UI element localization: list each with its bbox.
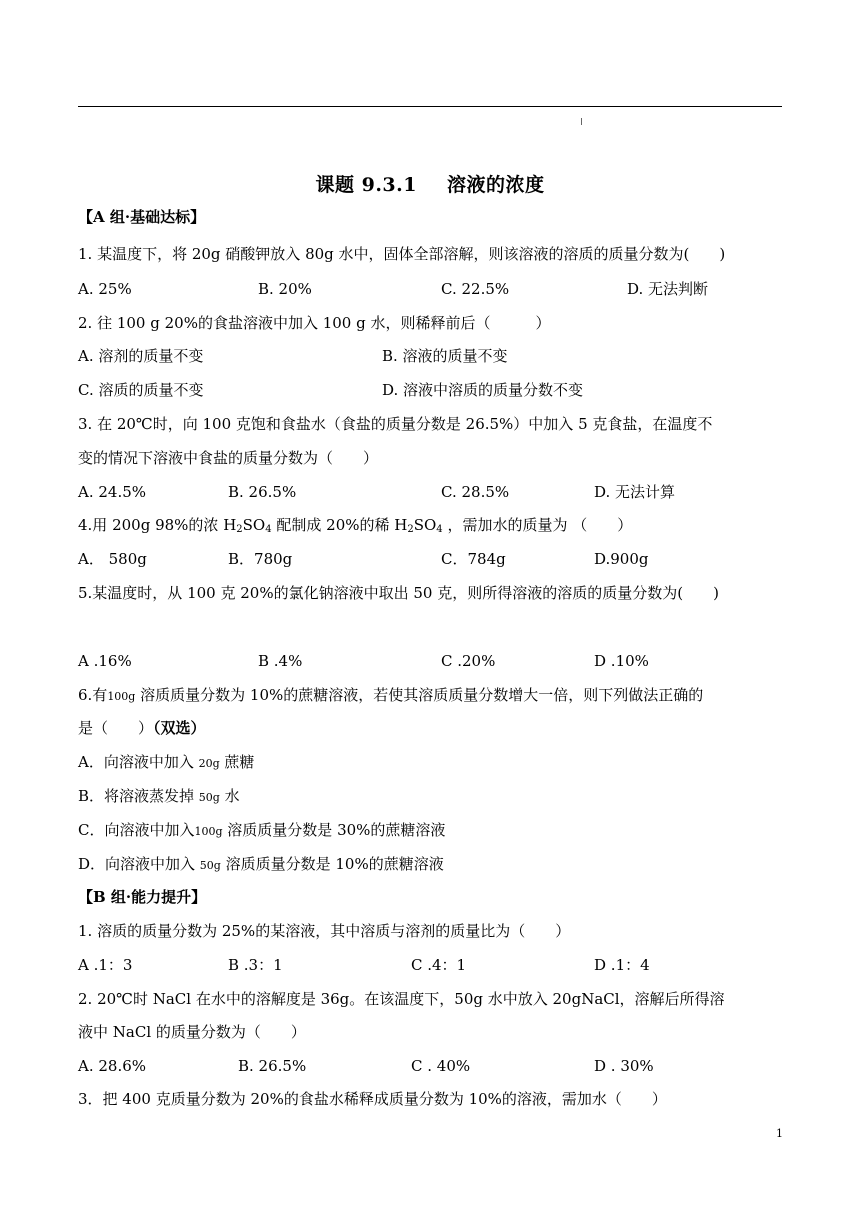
a-q4-option-a: A． 580g — [78, 550, 147, 568]
b-q1-stem: 1. 溶质的质量分数为 25%的某溶液，其中溶质与溶剂的质量比为（ ） — [78, 922, 571, 940]
a-q6-optB-amount: 50g — [198, 791, 220, 804]
a-q6-amount: 100g — [107, 690, 136, 703]
a-q6-optA-text-2: 蔗糖 — [219, 753, 255, 771]
a-q2-option-b: B. 溶液的质量不变 — [382, 347, 508, 365]
a-q5-option-b: B .4% — [258, 652, 303, 670]
title-main: 课题 9.3.1 — [315, 174, 417, 196]
header-rule — [78, 106, 782, 107]
a-q4-sub-2: 4 — [265, 524, 272, 535]
a-q1-option-a: A. 25% — [78, 280, 132, 298]
a-q6-optD-text-2: 溶质质量分数是 10%的蔗糖溶液 — [220, 855, 444, 873]
a-q3-stem-line2: 变的情况下溶液中食盐的质量分数为（ ） — [78, 449, 379, 467]
a-q2-option-c: C. 溶质的质量不变 — [78, 381, 204, 399]
a-q4-option-c: C．784g — [441, 550, 506, 568]
b-q2-option-b: B. 26.5% — [238, 1057, 307, 1075]
a-q2-stem: 2. 往 100 g 20%的食盐溶液中加入 100 g 水，则稀释前后（ ） — [78, 314, 551, 332]
a-q6-option-a — [78, 752, 254, 774]
a-q2-option-a: A. 溶剂的质量不变 — [78, 347, 204, 365]
a-q4-text-5: ，需加水的质量为 （ ） — [442, 516, 633, 534]
a-q4-option-d: D.900g — [594, 550, 649, 568]
a-q6-optB-text-1: B．将溶液蒸发掉 — [78, 787, 199, 805]
a-q6-optB-text-2: 水 — [219, 787, 240, 805]
b-q2-stem-line1: 2. 20℃时 NaCl 在水中的溶解度是 36g。在该温度下，50g 水中放入 20gNaCl，溶解后所得溶 — [78, 990, 725, 1008]
page-number: 1 — [776, 1127, 783, 1140]
a-q5-option-d: D .10% — [594, 652, 649, 670]
a-q6-stem-line1 — [78, 685, 703, 707]
title-sub: 溶液的浓度 — [447, 174, 545, 196]
a-q6-text-1: 6.有 — [78, 686, 108, 704]
a-q6-option-b — [78, 786, 240, 808]
b-q1-option-c: C .4：1 — [411, 956, 467, 974]
b-q2-option-d: D . 30% — [594, 1057, 654, 1075]
a-q6-double-choice: （双选） — [153, 719, 206, 737]
b-q1-option-d: D .1：4 — [594, 956, 650, 974]
section-a-heading: 【A 组·基础达标】 — [78, 208, 206, 226]
section-b-heading: 【B 组·能力提升】 — [78, 888, 207, 906]
a-q3-option-c: C. 28.5% — [441, 483, 510, 501]
a-q6-optD-amount: 50g — [199, 859, 221, 872]
a-q4-option-b: B．780g — [228, 550, 293, 568]
a-q5-option-a: A .16% — [78, 652, 132, 670]
a-q6-optA-amount: 20g — [198, 757, 220, 770]
b-q1-option-b: B .3：1 — [228, 956, 283, 974]
a-q6-optC-amount: 100g — [194, 825, 223, 838]
a-q4-text-3: 配制成 20%的稀 H — [271, 516, 408, 534]
a-q6-option-c — [78, 820, 445, 842]
a-q2-option-d: D. 溶液中溶质的质量分数不变 — [382, 381, 584, 399]
a-q6-optC-text-2: 溶质质量分数是 30%的蔗糖溶液 — [222, 821, 446, 839]
a-q3-stem-line1: 3. 在 20℃时，向 100 克饱和食盐水（食盐的质量分数是 26.5%）中加入 5 克食盐，在温度不 — [78, 415, 713, 433]
b-q2-stem-line2: 液中 NaCl 的质量分数为（ ） — [78, 1023, 306, 1041]
a-q1-stem: 1. 某温度下，将 20g 硝酸钾放入 80g 水中，固体全部溶解，则该溶液的溶质的质量分数为( ) — [78, 245, 726, 263]
a-q5-stem: 5.某温度时，从 100 克 20%的氯化钠溶液中取出 50 克，则所得溶液的溶质的质量分数为( ) — [78, 584, 719, 602]
a-q4-text-2: SO — [242, 516, 266, 534]
a-q4-stem — [78, 515, 632, 535]
b-q1-option-a: A .1：3 — [78, 956, 133, 974]
b-q2-option-c: C . 40% — [411, 1057, 471, 1075]
a-q1-option-d: D. 无法判断 — [627, 280, 709, 298]
a-q5-option-c: C .20% — [441, 652, 496, 670]
a-q6-text-2: 溶质质量分数为 10%的蔗糖溶液，若使其溶质质量分数增大一倍，则下列做法正确的 — [135, 686, 704, 704]
a-q4-sub-1: 2 — [236, 524, 243, 535]
a-q6-optA-text-1: A．向溶液中加入 — [78, 753, 199, 771]
a-q3-option-b: B. 26.5% — [228, 483, 297, 501]
a-q1-option-c: C. 22.5% — [441, 280, 510, 298]
a-q3-option-d: D. 无法计算 — [594, 483, 676, 501]
a-q6-optC-text-1: C．向溶液中加入 — [78, 821, 195, 839]
b-q3-stem: 3．把 400 克质量分数为 20%的食盐水稀释成质量分数为 10%的溶液，需加水（ ） — [78, 1090, 667, 1108]
a-q1-option-b: B. 20% — [258, 280, 312, 298]
a-q3-option-a: A. 24.5% — [78, 483, 147, 501]
header-mark — [581, 118, 582, 125]
page-title — [0, 170, 860, 197]
a-q4-text-1: 4.用 200g 98%的浓 H — [78, 516, 237, 534]
a-q4-sub-4: 4 — [436, 524, 443, 535]
a-q6-stem-line2 — [78, 718, 206, 738]
b-q2-option-a: A. 28.6% — [78, 1057, 147, 1075]
a-q4-sub-3: 2 — [407, 524, 414, 535]
a-q4-text-4: SO — [413, 516, 437, 534]
a-q6-optD-text-1: D．向溶液中加入 — [78, 855, 200, 873]
a-q6-line2-text: 是（ ） — [78, 719, 154, 737]
a-q6-option-d — [78, 854, 444, 876]
